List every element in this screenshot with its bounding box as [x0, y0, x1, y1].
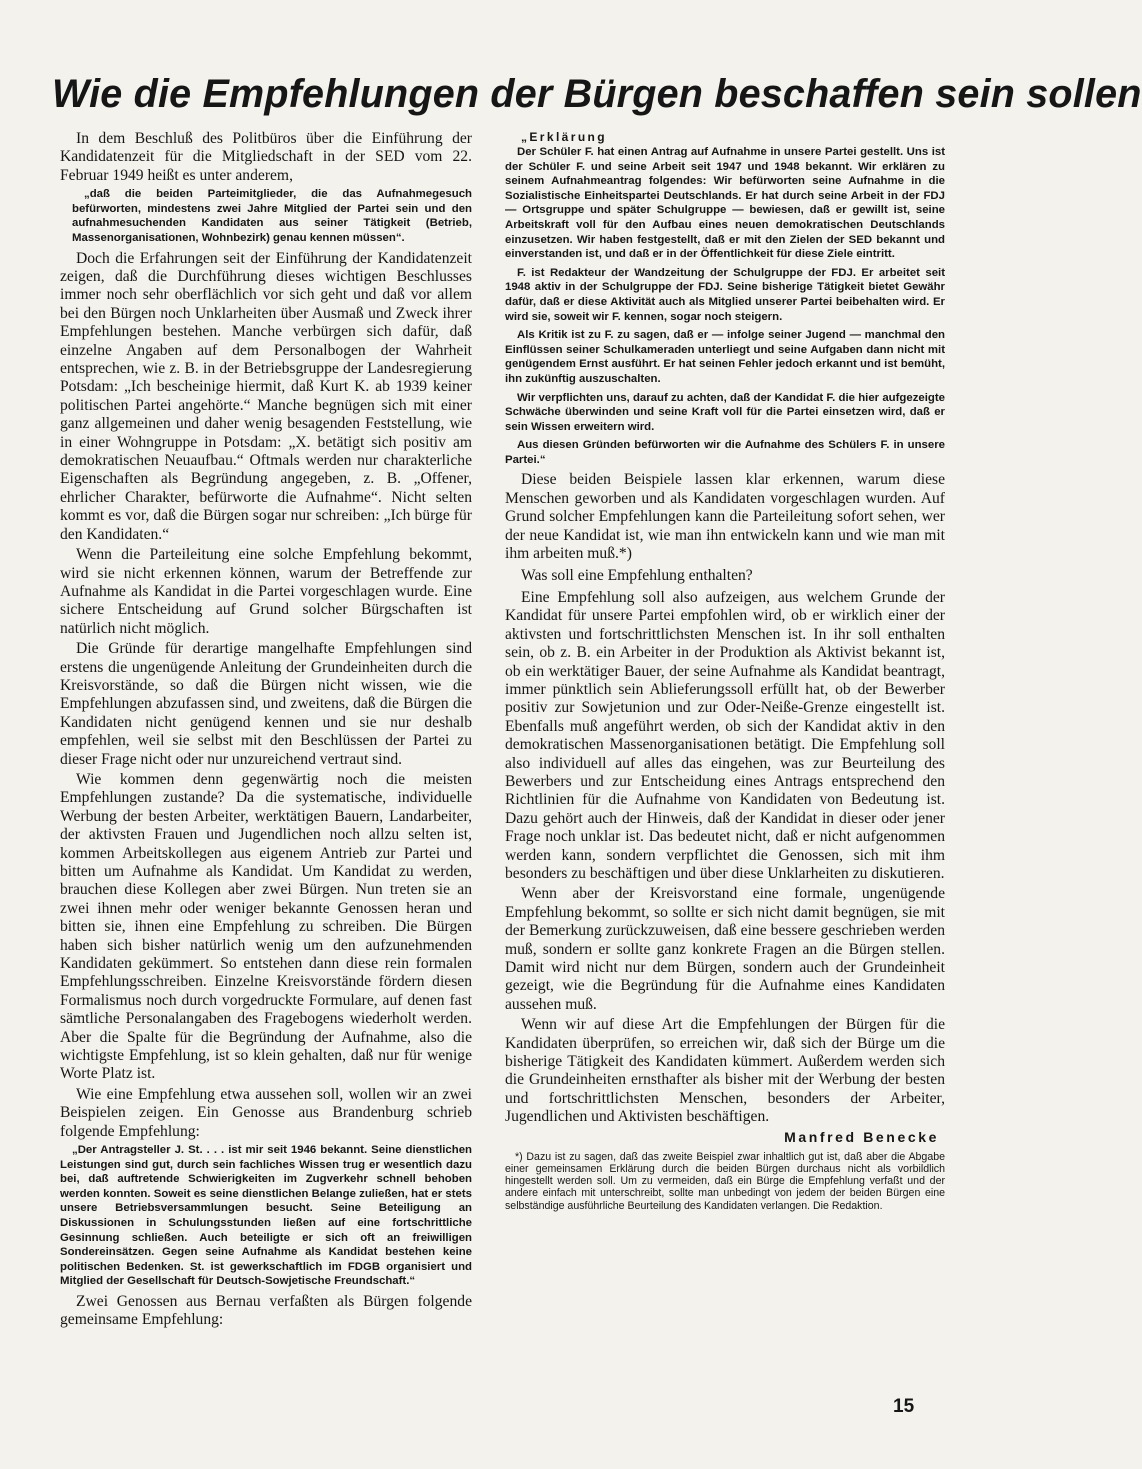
paragraph: In dem Beschluß des Politbüros über die Einführung der Kandidatenzeit für die Mitgliedschaft in der SED vom 22. Februar 1949 heißt es unter anderem, — [60, 130, 472, 184]
paragraph: Wenn aber der Kreisvorstand eine formale, ungenügende Empfehlung bekommt, so sollte er sich nicht damit begnügen, sie mit der Bemerkung zurückzuweisen, daß eine bessere geschrieben werden muß, sondern er sollte ganz konkrete Fragen an die Bürgen stellen. Damit wird nicht nur dem Bürgen, sondern auch der Grundeinheit gezeigt, wie die Begründung für die Aufnahme eines Kandidaten aussehen muß. — [505, 885, 945, 1013]
quotation: Aus diesen Gründen befürworten wir die Aufnahme des Schülers F. in unsere Partei.“ — [505, 439, 945, 466]
left-column — [60, 130, 472, 1332]
quotation: „daß die beiden Parteimitglieder, die das Aufnahmegesuch befürworten, mindestens zwei Jahre Mitglied der Partei sein und den aufnahmesuchenden Kandidaten aus seiner Tätigkeit (Betrieb, Massenorganisationen, Wohnbezirk) genau kennen müssen“. — [72, 188, 472, 244]
paragraph: Wie kommen denn gegenwärtig noch die meisten Empfehlungen zustande? Da die systematische, individuelle Werbung der besten Arbeiter, werktätigen Bauern, Landarbeiter, der aktivsten Frauen und Jugendlichen noch allzu selten ist, kommen Arbeitskollegen aus eigenem Antrieb zur Partei und bitten um Aufnahme als Kandidat. Um Kandidat zu werden, brauchen diese Kollegen aber zwei Bürgen. Nun treten sie an zwei ihnen mehr oder weniger bekannte Genossen heran und bitten sie, ihnen eine Empfehlung zu schreiben. Die Bürgen haben sich bisher natürlich wenig um den aufzunehmenden Kandidaten gekümmert. So entstehen dann diese rein formalen Empfehlungsschreiben. Einzelne Kreisvorstände fördern diesen Formalismus noch durch vorgedruckte Formulare, auf denen fast sämtliche Personalangaben des Fragebogens wiederholt werden. Aber die Spalte für die Begründung der Aufnahme, also die wichtigste Empfehlung, ist so klein gehalten, daß nur für wenige Worte Platz ist. — [60, 770, 472, 1083]
declaration-heading: „Erklärung — [521, 130, 608, 144]
quotation: Der Schüler F. hat einen Antrag auf Aufnahme in unsere Partei gestellt. Uns ist der Schüler F. und seine Arbeit seit 1947 und 1948 bekannt. Wir erklären zu seinem Aufnahmeantrag folgendes: Wir befürworten seine Aufnahme in die Sozialistische Einheitspartei Deutschlands. Er hat durch seine Arbeit in der FDJ — Ortsgruppe und später Schulgruppe — bewiesen, daß er gewillt ist, seine Arbeitskraft voll für den Aufbau eines neuen demokratischen Deutschlands einzusetzen. Wir haben festgestellt, daß er mit den Zielen der SED bekannt und einverstanden ist, und daß er in der Öffentlichkeit für diese Ziele eintritt. — [505, 146, 945, 261]
quotation: F. ist Redakteur der Wandzeitung der Schulgruppe der FDJ. Er arbeitet seit 1948 aktiv in der Schulgruppe der FDJ. Seine bisherige Tätigkeit bietet Gewähr dafür, daß er diese Aktivität auch als Mitglied unserer Partei beibehalten wird. Er wird sie, soweit wir F. kennen, sogar noch steigern. — [505, 266, 945, 323]
quotation: Als Kritik ist zu F. zu sagen, daß er — infolge seiner Jugend — manchmal den Einflüssen seiner Schulkameraden unterliegt und seine Aufgaben dann nicht mit genügendem Ernst ausführt. Er hat seinen Fehler jedoch erkannt und ist bemüht, ihn zukünftig auszuschalten. — [505, 329, 945, 385]
article-title: Wie die Empfehlungen der Bürgen beschaffen sein sollen — [52, 72, 1142, 116]
right-column — [505, 130, 945, 1212]
paragraph: Die Gründe für derartige mangelhafte Empfehlungen sind erstens die ungenügende Anleitung der Grundeinheiten durch die Kreisvorstände, so daß die Bürgen nicht wissen, wie die Empfehlungen abzufassen sind, und zweitens, daß die Bürgen die Kandidaten nicht genügend kennen und sie nur deshalb empfehlen, weil sie selbst mit den Beschlüssen der Partei zu dieser Frage nicht oder nur unzureichend vertraut sind. — [60, 640, 472, 768]
paragraph: Zwei Genossen aus Bernau verfaßten als Bürgen folgende gemeinsame Empfehlung: — [60, 1293, 472, 1329]
paragraph: Diese beiden Beispiele lassen klar erkennen, warum diese Menschen geworben und als Kandidaten vorgeschlagen wurden. Auf Grund solcher Empfehlungen kann die Parteileitung sofort sehen, wer der neue Kandidat ist, wie man ihn entwickeln kann und wie man mit ihm arbeiten muß.*) — [505, 471, 945, 563]
footnote: *) Dazu ist zu sagen, daß das zweite Beispiel zwar inhaltlich gut ist, daß aber die Abgabe einer gemeinsamen Erklärung durch die beiden Bürgen durchaus nicht als vorbildlich hingestellt werden soll. Um zu vermeiden, daß ein Bürge die Empfehlung verfaßt und der andere einfach mit unterschreibt, sollte man unbedingt von jedem der beiden Bürgen eine selbständige ausführliche Beurteilung des Kandidaten verlangen. Die Redaktion. — [505, 1150, 945, 1212]
paragraph: Eine Empfehlung soll also aufzeigen, aus welchem Grunde der Kandidat für unsere Partei empfohlen wird, ob er wirklich einer der aktivsten und fortschrittlichsten Menschen ist. In ihr soll enthalten sein, ob z. B. ein Arbeiter in der Produktion als Aktivist bekannt ist, ob ein werktätiger Bauer, der seine Aufnahme als Kandidat beantragt, immer pünktlich sein Ablieferungssoll erfüllt hat, ob der Bewerber positiv zur Sowjetunion und zur Oder-Neiße-Grenze eingestellt ist. Ebenfalls muß angeführt werden, ob sich der Kandidat aktiv in den demokratischen Massenorganisationen betätigt. Die Empfehlung soll also individuell auf alles das eingehen, was zur Beurteilung des Bewerbers und zur Entscheidung eines Antrags entsprechend den Richtlinien für die Aufnahme von Kandidaten von Bedeutung ist. Dazu gehört auch der Hinweis, daß der Kandidat in dieser oder jener Frage noch unklar ist. Das bedeutet nicht, daß er nicht aufgenommen werden kann, sondern verpflichtet die Genossen, sich mit ihm besonders zu beschäftigen und über diese Unklarheiten zu diskutieren. — [505, 588, 945, 882]
quotation: „Der Antragsteller J. St. . . . ist mir seit 1946 bekannt. Seine dienstlichen Leistungen sind gut, durch sein fachliches Wissen trug er wesentlich dazu bei, daß auftretende Schwierigkeiten im Zugverkehr schnell behoben werden konnten. Soweit es seine dienstlichen Belange zuließen, hat er stets unsere Betriebsversammlungen besucht. Seine Beteiligung an Diskussionen in Schulungsstunden ließen auf eine fortschrittliche Gesinnung schließen. Auch beteiligte er sich oft an freiwilligen Sondereinsätzen. Gegen seine Aufnahme als Kandidat bestehen keine politischen Bedenken. St. ist gewerkschaftlich im FDGB organisiert und Mitglied der Gesellschaft für Deutsch-Sowjetische Freundschaft.“ — [60, 1144, 472, 1288]
paragraph: Wenn die Parteileitung eine solche Empfehlung bekommt, wird sie nicht erkennen können, warum der Betreffende zur Aufnahme als Kandidat in die Partei vorgeschlagen wurde. Eine sichere Entscheidung auf Grund solcher Bürgschaften ist natürlich nicht möglich. — [60, 546, 472, 637]
author-signature: Manfred Benecke — [784, 1128, 939, 1145]
paragraph: Wenn wir auf diese Art die Empfehlungen der Bürgen für die Kandidaten überprüfen, so erreichen wir, daß sich der Bürge um die bisherige Tätigkeit des Kandidaten kümmert. Außerdem werden sich die Grundeinheiten ernsthafter als bisher mit der Werbung der besten und fortschrittlichsten Menschen, besonders der Arbeiter, Jugendlichen und Aktivisten beschäftigen. — [505, 1016, 945, 1126]
paragraph: Wie eine Empfehlung etwa aussehen soll, wollen wir an zwei Beispielen zeigen. Ein Genosse aus Brandenburg schrieb folgende Empfehlung: — [60, 1085, 472, 1140]
paragraph: Doch die Erfahrungen seit der Einführung der Kandidatenzeit zeigen, daß die Durchführung dieses wichtigen Beschlusses immer noch sehr oberflächlich vor sich geht und daß vor allem bei den Bürgen noch Unklarheiten über Ausmaß und Zweck ihrer Empfehlungen bestehen. Manche verbürgen sich dafür, daß einzelne Angaben auf dem Personalbogen der Wahrheit entsprechen, wie z. B. in der Betriebsgruppe der Landesregierung Potsdam: „Ich bescheinige hiermit, daß Kurt K. ab 1939 keiner politischen Partei angehörte.“ Manche begnügen sich mit einer ganz allgemeinen und daher wenig besagenden Feststellung, wie in einer Wohngruppe in Potsdam: „X. betätigt sich positiv am demokratischen Neuaufbau.“ Oftmals werden nur charakterliche Eigenschaften als Begründung angegeben, z. B. „Offener, ehrlicher Charakter, befürworte die Aufnahme“. Nicht selten kommt es vor, daß die Bürgen sogar nur schreiben: „Ich bürge für den Kandidaten.“ — [60, 249, 472, 543]
section-heading: Was soll eine Empfehlung enthalten? — [521, 566, 753, 584]
quotation: Wir verpflichten uns, darauf zu achten, daß der Kandidat F. die hier aufgezeigte Schwäche überwinden und seine Kraft voll für die Partei einsetzen wird, daß er sein Wissen erweitern wird. — [505, 391, 945, 433]
page-number: 15 — [893, 1396, 915, 1417]
